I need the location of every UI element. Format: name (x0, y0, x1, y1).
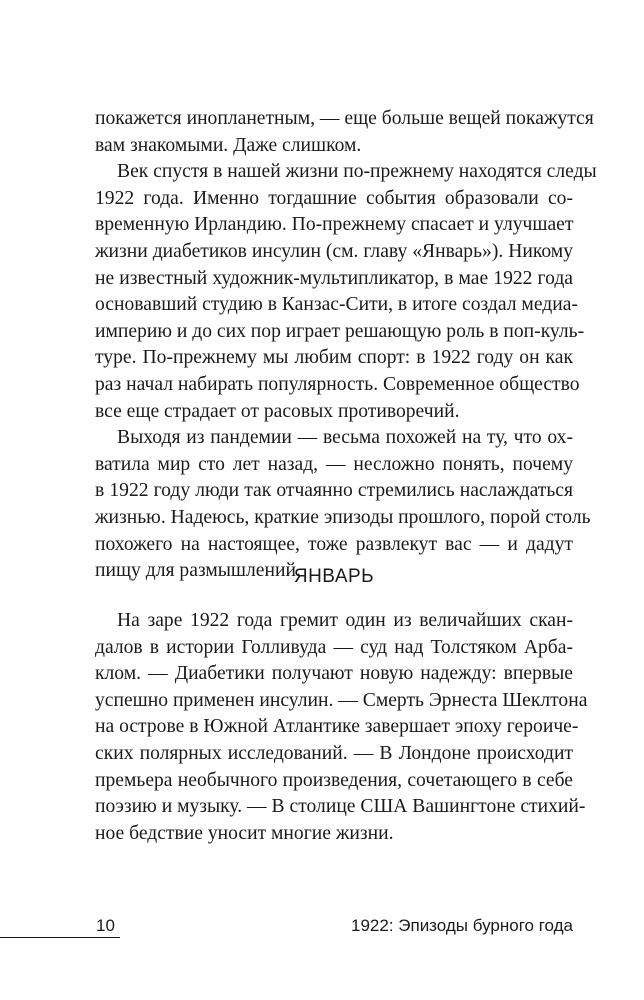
text-line: империю и до сих пор играет решающую роль в поп-куль- (95, 320, 585, 342)
text-line: жизнью. Надеюсь, краткие эпизоды прошлого, порой столь (95, 506, 591, 528)
text-line: жизни диабетиков инсулин (см. главу «Январь»). Никому (95, 240, 573, 262)
text-line: успешно применен инсулин. — Смерть Эрнеста Шеклтона (95, 689, 588, 711)
text-line: в 1922 году люди так отчаянно стремились наслаждаться (95, 480, 573, 502)
running-title: 1922: Эпизоды бурного года (351, 916, 573, 935)
text-line: туре. По-прежнему мы любим спорт: в 1922 году он как (95, 347, 573, 369)
text-line: премьера необычного произведения, сочетающего в себе (95, 769, 573, 791)
text-line: ских полярных исследований. — В Лондоне происходит (95, 742, 573, 764)
chapter-title: ЯНВАРЬ (293, 566, 375, 587)
body-text (95, 106, 597, 585)
text-line: похожего на настоящее, тоже развлекут вас — и дадут (95, 533, 573, 555)
text-line: на острове в Южной Атлантике завершает эпоху героиче- (95, 716, 579, 738)
text-line: далов в истории Голливуда — суд над Толстяком Арба- (95, 636, 573, 658)
text-line: ватила мир сто лет назад, — несложно понять, почему (95, 453, 573, 475)
text-line: Выходя из пандемии — весьма похожей на ту, что ох- (117, 427, 573, 449)
text-line: На заре 1922 года гремит один из величайших скан- (117, 610, 573, 631)
text-line: покажется инопланетным, — еще больше вещей покажутся (95, 108, 594, 129)
text-line: вам знакомыми. Даже слишком. (95, 134, 362, 156)
text-line: временную Ирландию. По-прежнему спасает и улучшает (95, 214, 574, 236)
text-line: поэзию и музыку. — В столице США Вашингтоне стихий- (95, 796, 586, 818)
text-line: пищу для размышлений. (95, 560, 301, 582)
page-number: 10 (96, 916, 115, 935)
text-line: клом. — Диабетики получают новую надежду: впервые (95, 663, 573, 685)
footer-rule (0, 937, 120, 938)
text-line: Век спустя в нашей жизни по-прежнему находятся следы (117, 161, 597, 183)
text-line: ное бедствие уносит многие жизни. (95, 822, 394, 844)
text-line: не известный художник-мультипликатор, в мае 1922 года (95, 267, 573, 289)
text-line: 1922 года. Именно тогдашние события образовали со- (95, 187, 573, 209)
chapter-summary (95, 608, 588, 847)
text-line: основавший студию в Канзас-Сити, в итоге создал медиа- (95, 294, 578, 316)
text-line: раз начал набирать популярность. Современное общество (95, 373, 580, 395)
text-line: все еще страдает от расовых противоречий. (95, 400, 460, 422)
